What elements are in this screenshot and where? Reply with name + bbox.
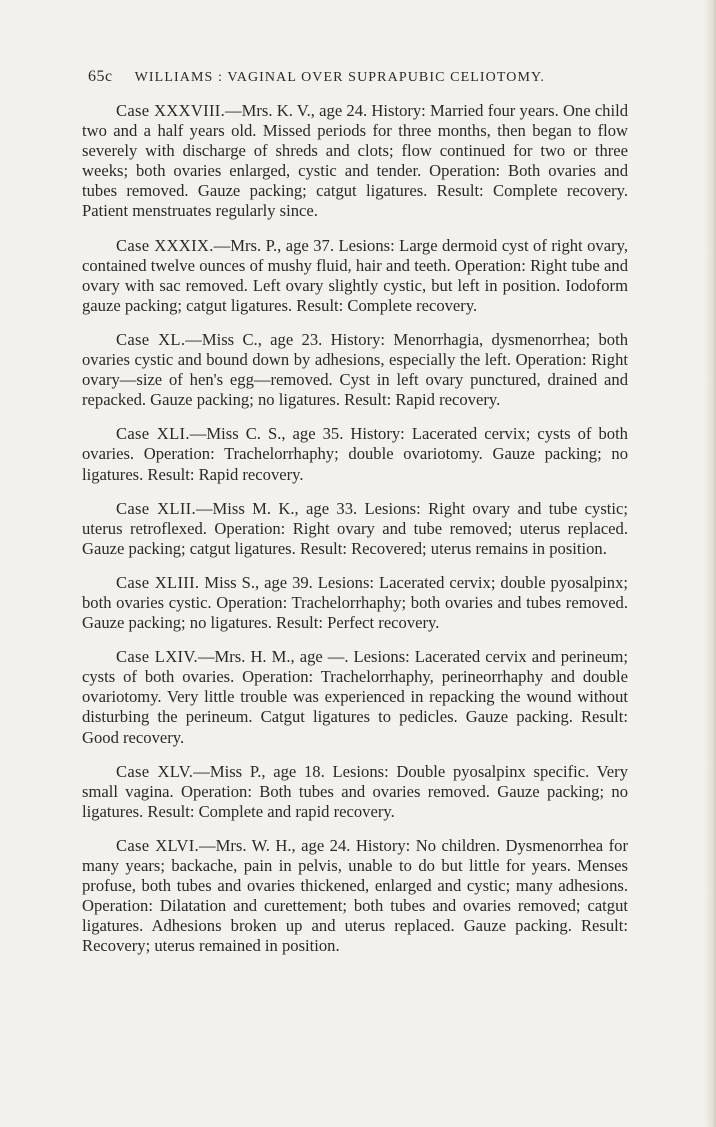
case-label: Case XLIII. <box>116 572 200 592</box>
page-number: 65c <box>88 68 113 85</box>
case-text: Miss S., age 39. Lesions: Lacerated cervix; double pyosalpinx; both ovaries cystic. Operation: Trachelorrhaphy; both ovaries and tubes removed. Gauze packing; no ligatures. Result: Perfect recovery. <box>82 572 628 633</box>
case-text: —Miss C. S., age 35. History: Lacerated cervix; cysts of both ovaries. Operation: Trachelorrhaphy; double ovariotomy. Gauze packing; no ligatures. Result: Rapid recovery. <box>82 424 628 484</box>
case-text: —Miss C., age 23. History: Menorrhagia, dysmenorrhea; both ovaries cystic and bound down by adhesions, especially the left. Operation: Right ovary—size of hen's egg—removed. Cyst in left ovary punctured, drained and repacked. Gauze packing; no ligatures. Result: Rapid recovery. <box>82 329 628 410</box>
case-label: Case XLI. <box>116 424 190 444</box>
case-text: —Miss M. K., age 33. Lesions: Right ovary and tube cystic; uterus retroflexed. Operation: Right ovary and tube removed; uterus replaced. Gauze packing; catgut ligatures. Result: Recovered; uterus remains in position. <box>82 498 628 558</box>
case-paragraph <box>82 836 628 957</box>
page-body <box>82 101 628 970</box>
case-paragraph <box>82 647 628 747</box>
case-paragraph <box>82 424 628 484</box>
case-text: —Mrs. P., age 37. Lesions: Large dermoid cyst of right ovary, contained twelve ounces of mushy fluid, hair and teeth. Operation: Right tube and ovary with sac removed. Left ovary slightly cystic, but left in position. Iodoform gauze packing; catgut ligatures. Result: Complete recovery. <box>82 235 628 315</box>
case-label: Case XLVI. <box>116 835 199 855</box>
case-label: Case LXIV. <box>116 647 198 667</box>
case-text: —Mrs. W. H., age 24. History: No children. Dysmenorrhea for many years; backache, pain in pelvis, unable to do but little for years. Menses profuse, both tubes and ovaries thickened, enlarged and cystic; many adhesions. Operation: Dilatation and curettement; both tubes and ovaries removed; catgut ligatures. Adhesions broken up and uterus replaced. Gauze packing. Result: Recovery; uterus remained in position. <box>82 835 628 956</box>
page-edge <box>704 0 716 1127</box>
running-header <box>88 68 688 86</box>
case-paragraph <box>82 762 628 822</box>
case-label: Case XXXIX. <box>116 235 214 255</box>
case-label: Case XLV. <box>116 761 194 781</box>
running-title: WILLIAMS : VAGINAL OVER SUPRAPUBIC CELIOTOMY. <box>134 70 546 85</box>
case-text: —Mrs. H. M., age —. Lesions: Lacerated cervix and perineum; cysts of both ovaries. Operation: Trachelorrhaphy, perineorrhaphy and double ovariotomy. Very little trouble was experienced in repacking the wound without disturbing the perineum. Catgut ligatures to pedicles. Gauze packing. Result: Good recovery. <box>82 647 628 747</box>
case-paragraph <box>82 499 628 559</box>
case-text: —Mrs. K. V., age 24. History: Married four years. One child two and a half years old. Missed periods for three months, then began to flow severely with discharge of shreds and clots; flow continued for two or three weeks; both ovaries enlarged, cystic and tender. Operation: Both ovaries and tubes removed. Gauze packing; catgut ligatures. Result: Complete recovery. Patient menstruates regularly since. <box>82 101 628 221</box>
case-label: Case XXXVIII. <box>116 101 226 120</box>
case-label: Case XL. <box>116 329 186 349</box>
case-label: Case XLII. <box>116 498 196 518</box>
case-paragraph <box>82 236 628 316</box>
case-text: —Miss P., age 18. Lesions: Double pyosalpinx specific. Very small vagina. Operation: Both tubes and ovaries removed. Gauze packing; no ligatures. Result: Complete and rapid recovery. <box>82 761 628 821</box>
case-paragraph <box>82 330 628 410</box>
case-paragraph <box>82 573 628 633</box>
case-paragraph <box>82 101 628 222</box>
